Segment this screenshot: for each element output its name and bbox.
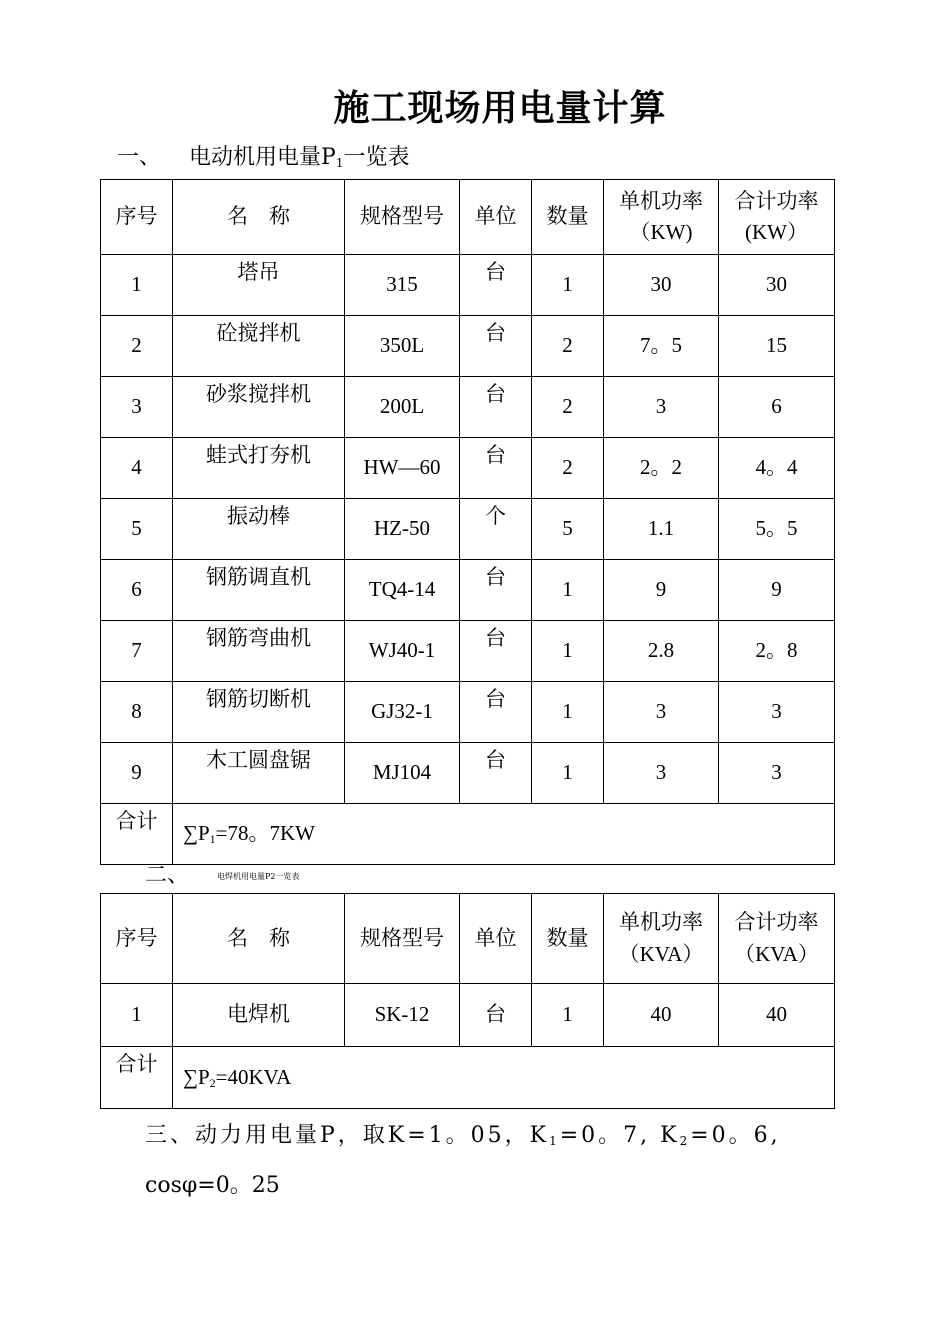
header-cell: 数量 [532,180,604,255]
cell-index: 1 [101,255,173,316]
cell-quantity: 2 [532,316,604,377]
section-3-text-c: =0。6, [690,1123,781,1148]
section-2-label: 电焊机用电量P [217,871,271,881]
table-row [101,984,835,1047]
header-cell: 规格型号 [345,894,460,984]
cell-name: 电焊机 [173,984,345,1047]
cell-unit-power: 40 [604,984,719,1047]
cell-index: 6 [101,560,173,621]
cell-model: 350L [345,316,460,377]
cell-name: 钢筋调直机 [173,560,345,621]
cell-total-power: 6 [719,377,835,438]
cell-name: 钢筋弯曲机 [173,621,345,682]
section-1-sub: 1 [335,156,344,170]
header-cell: 单机功率（KW) [604,180,719,255]
cell-unit-power: 2。2 [604,438,719,499]
cell-total-power: 15 [719,316,835,377]
table-total-row [101,1047,835,1109]
total-sub: 2 [209,1075,216,1090]
section-2-label-group [217,872,299,881]
table-row [101,682,835,743]
cell-name: 蛙式打夯机 [173,438,345,499]
cell-name: 木工圆盘锯 [173,743,345,804]
header-cell: 序号 [101,180,173,255]
table-row [101,743,835,804]
total-amount: =78。7KW [215,821,315,846]
header-cell: 单位 [460,180,532,255]
section-1-label: 电动机用电量P [189,145,336,170]
total-amount: =40KVA [215,1064,292,1089]
cell-quantity: 1 [532,743,604,804]
header-cell: 合计功率（KVA） [719,894,835,984]
cell-quantity: 1 [532,560,604,621]
cell-model: MJ104 [345,743,460,804]
header-cell: 数量 [532,894,604,984]
cell-name: 砼搅拌机 [173,316,345,377]
cell-model: WJ40-1 [345,621,460,682]
cell-model: 200L [345,377,460,438]
section-2-heading [145,858,300,889]
cell-name: 塔吊 [173,255,345,316]
cell-unit: 台 [460,316,532,377]
cell-unit: 台 [460,377,532,438]
section-2-suffix: 一览表 [275,871,300,881]
table-row [101,499,835,560]
cell-quantity: 1 [532,682,604,743]
cell-model: TQ4-14 [345,560,460,621]
table-row [101,255,835,316]
cell-quantity: 2 [532,377,604,438]
cell-unit: 台 [460,984,532,1047]
header-cell: 单机功率（KVA） [604,894,719,984]
cell-unit: 台 [460,438,532,499]
header-cell: 序号 [101,894,173,984]
cell-unit-power: 3 [604,377,719,438]
cell-total-power: 5。5 [719,499,835,560]
total-label: 合计 [101,1047,173,1109]
cell-unit: 台 [460,682,532,743]
cell-unit: 台 [460,621,532,682]
cell-name: 砂浆搅拌机 [173,377,345,438]
section-2-number: 二、 [145,863,190,888]
cell-index: 4 [101,438,173,499]
header-cell: 名 称 [173,180,345,255]
cell-unit-power: 9 [604,560,719,621]
header-cell: 单位 [460,894,532,984]
cell-unit-power: 3 [604,743,719,804]
cell-index: 9 [101,743,173,804]
cell-total-power: 9 [719,560,835,621]
table-total-row [101,804,835,865]
header-cell: 名 称 [173,894,345,984]
cell-quantity: 5 [532,499,604,560]
table-row [101,438,835,499]
cell-unit: 个 [460,499,532,560]
cell-index: 2 [101,316,173,377]
cell-index: 5 [101,499,173,560]
cell-unit-power: 7。5 [604,316,719,377]
total-sub: 1 [209,832,216,847]
total-label: 合计 [101,804,173,865]
section-1-number: 一、 [117,145,162,170]
section-3-text-b: =0。7, K [559,1123,680,1148]
cell-unit-power: 30 [604,255,719,316]
cell-quantity: 1 [532,621,604,682]
table-row [101,377,835,438]
cell-unit: 台 [460,255,532,316]
section-3-text-a: 三、动力用电量P，取K=1。05，K [145,1123,550,1148]
cell-total-power: 3 [719,682,835,743]
cell-name: 振动棒 [173,499,345,560]
section-3-sub-2: 2 [679,1134,691,1148]
table-row [101,560,835,621]
cell-index: 3 [101,377,173,438]
total-prefix: ∑P [183,1064,210,1089]
total-value [173,804,835,865]
table-row [101,621,835,682]
cell-index: 7 [101,621,173,682]
cell-name: 钢筋切断机 [173,682,345,743]
page-title: 施工现场用电量计算 [333,87,667,129]
cell-total-power: 40 [719,984,835,1047]
section-3-line-1 [145,1118,851,1149]
cell-total-power: 2。8 [719,621,835,682]
cell-quantity: 2 [532,438,604,499]
table-row [101,316,835,377]
cell-model: GJ32-1 [345,682,460,743]
total-value [173,1047,835,1109]
cell-total-power: 3 [719,743,835,804]
cell-index: 1 [101,984,173,1047]
section-2-sub: 2 [270,871,276,881]
welder-power-table [100,893,835,1109]
cell-index: 8 [101,682,173,743]
cell-quantity: 1 [532,255,604,316]
cell-total-power: 30 [719,255,835,316]
cell-unit-power: 3 [604,682,719,743]
header-cell: 规格型号 [345,180,460,255]
cell-model: 315 [345,255,460,316]
cell-unit: 台 [460,560,532,621]
table-header-row [101,894,835,984]
section-3-sub-1: 1 [549,1134,560,1148]
cell-model: HW—60 [345,438,460,499]
motor-power-table [100,179,835,865]
section-1-heading [117,140,409,171]
header-cell: 合计功率(KW） [719,180,835,255]
section-3-line-2: cosφ=0。25 [145,1173,280,1198]
total-prefix: ∑P [183,821,210,846]
cell-unit: 台 [460,743,532,804]
cell-model: HZ-50 [345,499,460,560]
cell-unit-power: 2.8 [604,621,719,682]
cell-quantity: 1 [532,984,604,1047]
section-1-suffix: 一览表 [343,145,410,170]
cell-unit-power: 1.1 [604,499,719,560]
cell-model: SK-12 [345,984,460,1047]
table-header-row [101,180,835,255]
cell-total-power: 4。4 [719,438,835,499]
